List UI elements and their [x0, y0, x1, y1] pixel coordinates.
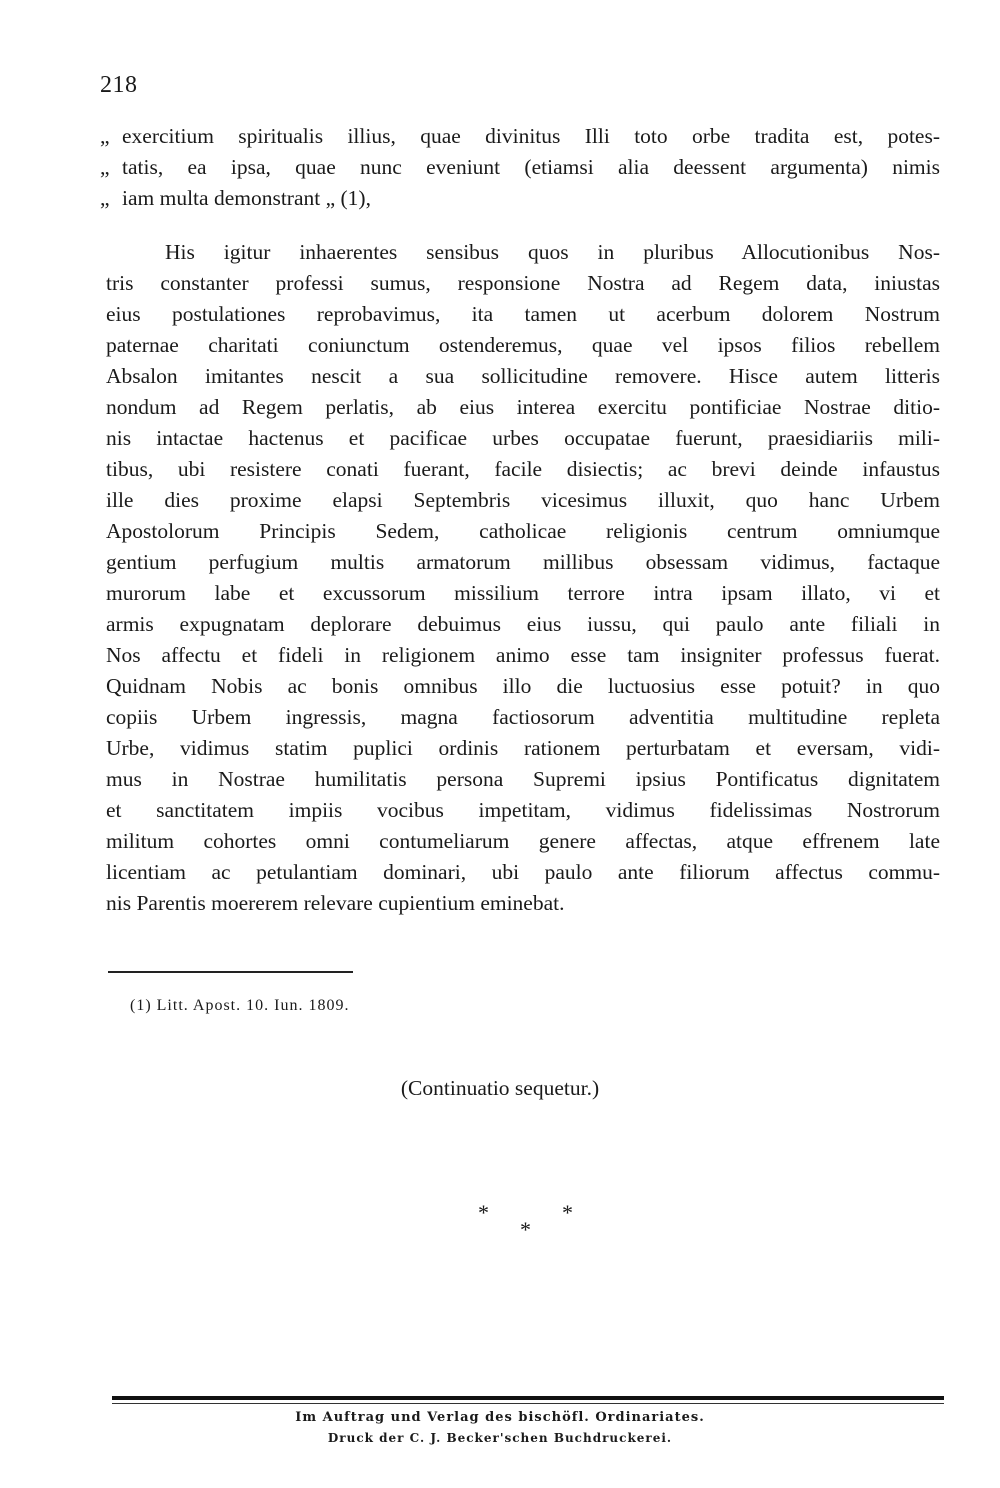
paragraph-line: nis intactae hactenus et pacificae urbes occupatae fuerunt, praesidiariis mili-: [106, 426, 940, 450]
asterisk: *: [562, 1200, 573, 1225]
paragraph-line: murorum labe et excussorum missilium terrore intra ipsam illato, vi et: [106, 581, 940, 605]
paragraph-line: copiis Urbem ingressis, magna factiosorum adventitia multitudine repleta: [106, 705, 940, 729]
paragraph-line: gentium perfugium multis armatorum millibus obsessam vidimus, factaque: [106, 550, 940, 574]
quote-line: [100, 121, 940, 151]
paragraph-line: militum cohortes omni contumeliarum genere affectas, atque effrenem late: [106, 829, 940, 853]
quote-line: [100, 152, 940, 182]
quote-line: [100, 183, 940, 213]
paragraph-line: ille dies proxime elapsi Septembris vicesimus illuxit, quo hanc Urbem: [106, 488, 940, 512]
footnote: (1) Litt. Apost. 10. Iun. 1809.: [130, 997, 350, 1014]
quote-mark: „: [100, 124, 110, 148]
paragraph-line: Nos affectu et fideli in religionem animo esse tam insigniter professus fuerat.: [106, 643, 940, 667]
quote-mark: „: [100, 155, 110, 179]
paragraph-line: eius postulationes reprobavimus, ita tamen ut acerbum dolorem Nostrum: [106, 302, 940, 326]
paragraph-line: et sanctitatem impiis vocibus impetitam, vidimus fidelissimas Nostrorum: [106, 798, 940, 822]
asterism: [470, 1200, 590, 1250]
paragraph-line: Apostolorum Principis Sedem, catholicae religionis centrum omniumque: [106, 519, 940, 543]
paragraph-line: nondum ad Regem perlatis, ab eius interea exercitu pontificiae Nostrae ditio-: [106, 395, 940, 419]
imprint-publisher: Im Auftrag und Verlag des bischöfl. Ordinariates.: [295, 1410, 705, 1425]
paragraph-line: His igitur inhaerentes sensibus quos in pluribus Allocutionibus Nos-: [165, 240, 940, 264]
imprint-printer: Druck der C. J. Becker'schen Buchdruckerei.: [327, 1431, 673, 1445]
quote-text: iam multa demonstrant „ (1),: [122, 186, 371, 210]
imprint-rule-thin: [112, 1403, 944, 1404]
paragraph-line: paternae charitati coniunctum ostenderemus, quae vel ipsos filios rebellem: [106, 333, 940, 357]
paragraph-line: tris constanter professi sumus, responsione Nostra ad Regem data, iniustas: [106, 271, 940, 295]
paragraph-line: licentiam ac petulantiam dominari, ubi paulo ante filiorum affectus commu-: [106, 860, 940, 884]
quote-text: exercitium spiritualis illius, quae divinitus Illi toto orbe tradita est, potes-: [122, 124, 940, 148]
asterisk: *: [478, 1200, 489, 1225]
paragraph-line: tibus, ubi resistere conati fuerant, facile disiectis; ac brevi deinde infaustus: [106, 457, 940, 481]
asterisk: *: [520, 1217, 531, 1242]
page-number: 218: [100, 72, 138, 98]
paragraph-line: Urbe, vidimus statim puplici ordinis rationem perturbatam et eversam, vidi-: [106, 736, 940, 760]
imprint-rule-thick: [112, 1396, 944, 1400]
continuation-note: (Continuatio sequetur.): [400, 1076, 600, 1100]
paragraph-line: nis Parentis moererem relevare cupientium eminebat.: [106, 891, 565, 915]
paragraph-line: Absalon imitantes nescit a sua sollicitudine removere. Hisce autem litteris: [106, 364, 940, 388]
quote-text: tatis, ea ipsa, quae nunc eveniunt (etiamsi alia deessent argumenta) nimis: [122, 155, 940, 179]
paragraph-line: mus in Nostrae humilitatis persona Supremi ipsius Pontificatus dignitatem: [106, 767, 940, 791]
footnote-rule: [108, 971, 353, 973]
paragraph-line: armis expugnatam deplorare debuimus eius iussu, qui paulo ante filiali in: [106, 612, 940, 636]
paragraph-line: Quidnam Nobis ac bonis omnibus illo die luctuosius esse potuit? in quo: [106, 674, 940, 698]
quote-mark: „: [100, 186, 110, 210]
